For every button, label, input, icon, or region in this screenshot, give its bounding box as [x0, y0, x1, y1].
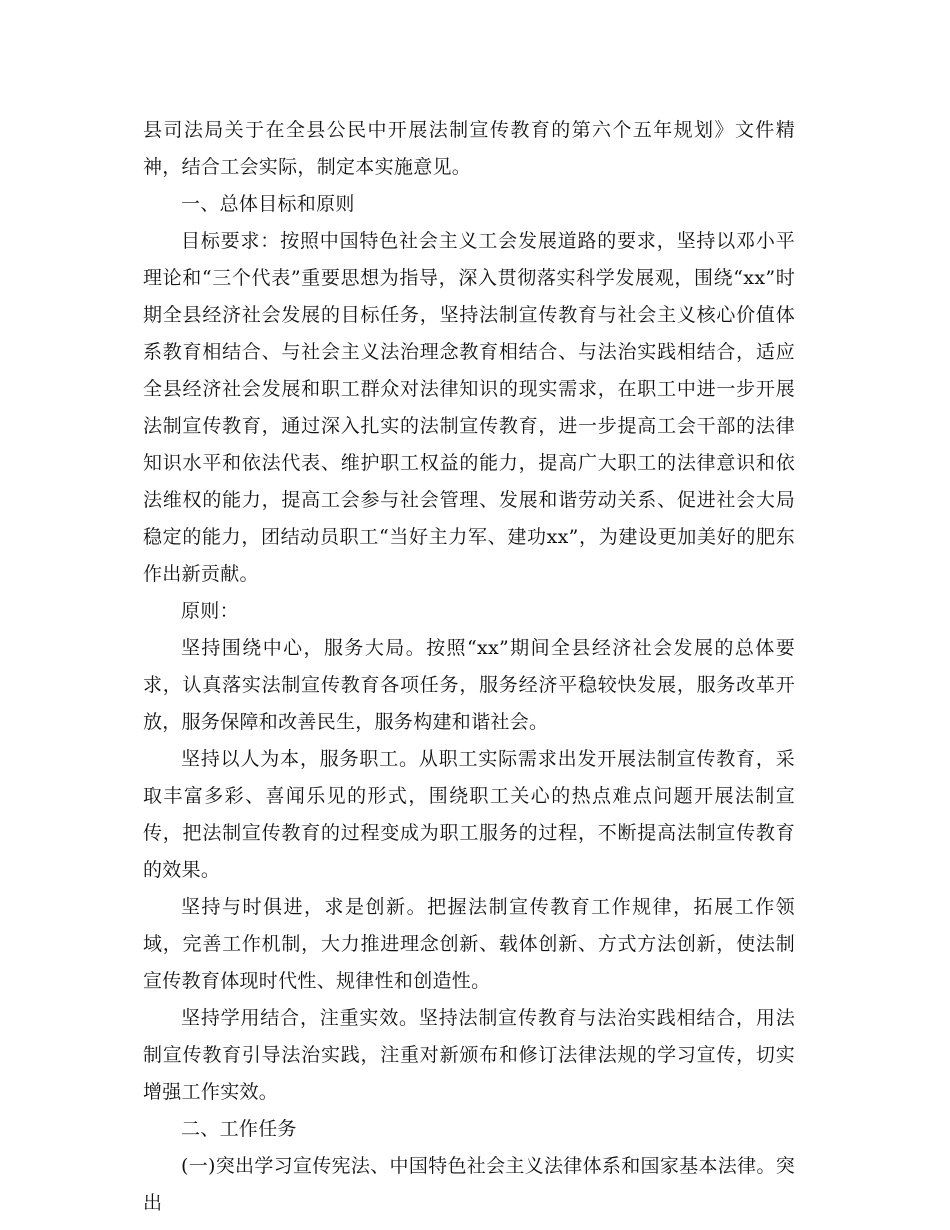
paragraph-task-one: (一)突出学习宣传宪法、中国特色社会主义法律体系和国家基本法律。突出 [143, 1155, 795, 1214]
section-heading-work-tasks: 二、工作任务 [181, 1118, 297, 1140]
section-heading-goals-principles: 一、总体目标和原则 [181, 193, 355, 215]
document-body [143, 112, 795, 1222]
paragraph-principle-people-oriented: 坚持以人为本，服务职工。从职工实际需求出发开展法制宣传教育，采取丰富多彩、喜闻乐见的形式，围绕职工关心的热点难点问题开展法制宣传，把法制宣传教育的过程变成为职工服务的过程，不断提高法制宣传教育的效果。 [143, 748, 795, 881]
paragraph-principle-practical-effect: 坚持学用结合，注重实效。坚持法制宣传教育与法治实践相结合，用法制宣传教育引导法治实践，注重对新颁布和修订法律法规的学习宣传，切实增强工作实效。 [143, 1007, 795, 1103]
paragraph-intro-continuation: 县司法局关于在全县公民中开展法制宣传教育的第六个五年规划》文件精神，结合工会实际，制定本实施意见。 [143, 119, 795, 178]
paragraph-principle-serve-center: 坚持围绕中心，服务大局。按照“xx”期间全县经济社会发展的总体要求，认真落实法制宣传教育各项任务，服务经济平稳较快发展，服务改革开放，服务保障和改善民生，服务构建和谐社会。 [143, 637, 795, 733]
paragraph-principles-label: 原则： [181, 600, 239, 622]
paragraph-principle-innovation: 坚持与时俱进，求是创新。把握法制宣传教育工作规律，拓展工作领域，完善工作机制，大力推进理念创新、载体创新、方式方法创新，使法制宣传教育体现时代性、规律性和创造性。 [143, 896, 795, 992]
paragraph-goal-requirements: 目标要求：按照中国特色社会主义工会发展道路的要求，坚持以邓小平理论和“三个代表”重要思想为指导，深入贯彻落实科学发展观，围绕“xx”时期全县经济社会发展的目标任务，坚持法制宣传教育与社会主义核心价值体系教育相结合、与社会主义法治理念教育相结合、与法治实践相结合，适应全县经济社会发展和职工群众对法律知识的现实需求，在职工中进一步开展法制宣传教育，通过深入扎实的法制宣传教育，进一步提高工会干部的法律知识水平和依法代表、维护职工权益的能力，提高广大职工的法律意识和依法维权的能力，提高工会参与社会管理、发展和谐劳动关系、促进社会大局稳定的能力，团结动员职工“当好主力军、建功xx”，为建设更加美好的肥东作出新贡献。 [143, 230, 795, 585]
